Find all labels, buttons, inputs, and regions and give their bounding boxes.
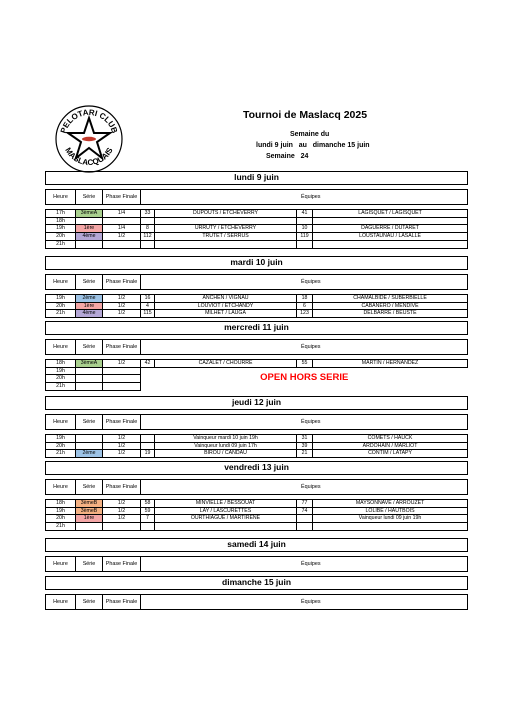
team1-number: 4 [141,302,155,310]
match-phase: 1/2 [103,360,141,368]
day-title: samedi 14 juin [46,539,468,552]
team1-number: 112 [141,233,155,241]
team2-players: ARDOHAIN / MARLIOT [313,442,468,450]
match-time: 20h [46,302,76,310]
day-title: mercredi 11 juin [46,322,468,335]
team2-number: 74 [297,507,313,515]
match-serie: 3èmeB [76,507,103,515]
match-phase: 1/4 [103,225,141,233]
team1-number: 19 [141,450,155,458]
match-serie: 3èmeB [76,500,103,508]
match-row [46,442,468,450]
match-serie [76,375,103,383]
col-equipes: Équipes [155,479,468,495]
day-schedule [45,461,467,531]
team2-players: MARTIN / HERNANDEZ [313,360,468,368]
column-header-row [46,189,468,205]
team1-number [141,523,155,531]
week-number-value: 24 [300,153,309,160]
col-blank [141,594,155,610]
match-row [46,515,468,523]
match-phase: 1/2 [103,233,141,241]
team1-players: OURTHIAGUE / MARTIRENE [155,515,297,523]
team1-number [141,435,155,443]
column-header-row [46,479,468,495]
team2-players: CABANERO / MENDIVE [313,302,468,310]
team2-number: 77 [297,500,313,508]
match-time: 21h [46,383,76,391]
match-row [46,450,468,458]
team1-number [141,442,155,450]
open-hors-serie-label: OPEN HORS SERIE [260,372,349,384]
day-schedule [45,256,467,318]
team2-players [313,217,468,225]
team1-players [155,523,297,531]
col-serie: Série [76,339,103,355]
match-time: 21h [46,523,76,531]
team1-players: LAY / LASCURETTES [155,507,297,515]
col-blank [141,556,155,572]
col-heure: Heure [46,189,76,205]
match-serie: 3èmeA [76,210,103,218]
match-phase [103,217,141,225]
match-row [46,240,468,248]
col-equipes: Équipes [155,189,468,205]
team1-number: 16 [141,295,155,303]
day-title: lundi 9 juin [46,172,468,185]
team2-number: 39 [297,442,313,450]
team2-players: MAYSONNAVE / ARROUZET [313,500,468,508]
col-blank [141,339,155,355]
week-label: Semaine du [290,131,330,138]
day-title: mardi 10 juin [46,257,468,270]
team1-number [141,217,155,225]
match-serie: 3èmeA [76,360,103,368]
match-serie: 1ère [76,302,103,310]
team2-players: DAGUERRE / DUTARET [313,225,468,233]
col-heure: Heure [46,414,76,430]
team2-players: CHAMALBIDE / SUBERBIELLE [313,295,468,303]
match-time: 18h [46,500,76,508]
match-row [46,225,468,233]
club-logo [54,104,124,174]
col-phase: Phase Finale [103,189,141,205]
day-schedule [45,576,467,610]
match-serie: 2ème [76,295,103,303]
team1-players: DUPOUTS / ETCHEVERRY [155,210,297,218]
team1-players: LOUVIOT / ETCHANDY [155,302,297,310]
team1-players: Vainqueur mardi 10 juin 19h [155,435,297,443]
team2-number: 119 [297,233,313,241]
day-schedule [45,171,467,249]
day-table [45,461,468,531]
day-table [45,396,468,458]
match-phase: 1/2 [103,515,141,523]
col-heure: Heure [46,594,76,610]
col-serie: Série [76,189,103,205]
match-row [46,210,468,218]
match-phase: 1/2 [103,310,141,318]
match-phase: 1/2 [103,450,141,458]
team1-players [155,217,297,225]
match-time: 19h [46,225,76,233]
team1-number: 115 [141,310,155,318]
team2-players: DELBARRE / BEUSTE [313,310,468,318]
col-phase: Phase Finale [103,556,141,572]
team2-players [313,240,468,248]
day-schedule [45,538,467,572]
col-blank [141,189,155,205]
match-serie: 1ère [76,515,103,523]
match-row [46,500,468,508]
match-serie: 1ère [76,225,103,233]
team2-number: 18 [297,295,313,303]
team2-number: 10 [297,225,313,233]
match-serie [76,367,103,375]
match-row [46,295,468,303]
col-serie: Série [76,594,103,610]
col-equipes: Équipes [155,274,468,290]
tournament-title: Tournoi de Maslacq 2025 [242,109,368,121]
match-row [46,507,468,515]
column-header-row [46,594,468,610]
match-row [46,360,468,368]
col-equipes: Équipes [155,556,468,572]
team2-players: Vainqueur lundi 09 juin 19h [313,515,468,523]
match-phase [103,383,141,391]
col-phase: Phase Finale [103,479,141,495]
team2-number [297,515,313,523]
match-phase [103,367,141,375]
match-time: 19h [46,295,76,303]
match-time: 21h [46,240,76,248]
match-row [46,523,468,531]
match-serie: 4ème [76,310,103,318]
match-time: 21h [46,450,76,458]
week-range: lundi 9 juin au dimanche 15 juin [256,142,370,149]
team2-number [297,217,313,225]
week-number-label: Semaine [266,153,295,160]
col-phase: Phase Finale [103,339,141,355]
col-serie: Série [76,556,103,572]
match-time: 17h [46,210,76,218]
match-phase: 1/2 [103,435,141,443]
team2-players: LOLIBE / HAUTBOIS [313,507,468,515]
match-phase: 1/2 [103,302,141,310]
team2-number: 31 [297,435,313,443]
match-time: 20h [46,515,76,523]
match-row [46,302,468,310]
day-title: dimanche 15 juin [46,577,468,590]
match-serie: 2ème [76,450,103,458]
match-row [46,233,468,241]
col-phase: Phase Finale [103,414,141,430]
team1-players: URRUTY / ETCHEVERRY [155,225,297,233]
team1-players: ANCHEN / VIGNAU [155,295,297,303]
team1-players: CAZALET / CHOURRE [155,360,297,368]
team2-number: 6 [297,302,313,310]
team1-players: Vainqueur lundi 09 juin 17h [155,442,297,450]
match-serie: 4ème [76,233,103,241]
match-time: 18h [46,360,76,368]
team2-number: 55 [297,360,313,368]
match-phase: 1/4 [103,210,141,218]
match-row [46,310,468,318]
team1-players: MINVIELLE / BESSOUAT [155,500,297,508]
open-hors-serie-cell [141,367,468,390]
col-heure: Heure [46,274,76,290]
col-blank [141,479,155,495]
col-equipes: Équipes [155,414,468,430]
team2-number: 41 [297,210,313,218]
col-heure: Heure [46,479,76,495]
match-time: 19h [46,507,76,515]
team2-number: 21 [297,450,313,458]
team1-players [155,240,297,248]
match-phase [103,523,141,531]
col-serie: Série [76,414,103,430]
match-time: 19h [46,367,76,375]
match-time: 18h [46,217,76,225]
team2-players: COMETS / HAUCK [313,435,468,443]
match-time: 21h [46,310,76,318]
match-serie [76,523,103,531]
match-phase: 1/2 [103,500,141,508]
day-table [45,321,468,391]
team1-number [141,240,155,248]
team1-players: BIROU / CANDAU [155,450,297,458]
match-serie [76,442,103,450]
match-row [46,435,468,443]
day-table [45,256,468,318]
team1-number: 33 [141,210,155,218]
team2-players: LAGISQUET / LAGISQUET [313,210,468,218]
day-title: vendredi 13 juin [46,462,468,475]
match-serie [76,383,103,391]
match-time: 19h [46,435,76,443]
column-header-row [46,556,468,572]
team1-number: 59 [141,507,155,515]
col-blank [141,414,155,430]
day-table [45,171,468,249]
svg-text:PELOTARI CLUB: PELOTARI CLUB [58,107,120,135]
col-equipes: Équipes [155,339,468,355]
team1-number: 8 [141,225,155,233]
day-table [45,576,468,610]
match-phase [103,375,141,383]
match-serie [76,240,103,248]
team1-number: 7 [141,515,155,523]
match-phase: 1/2 [103,507,141,515]
match-phase [103,240,141,248]
team2-number [297,523,313,531]
team1-players: MILHET / LAUGA [155,310,297,318]
col-serie: Série [76,274,103,290]
day-title: jeudi 12 juin [46,397,468,410]
col-equipes: Équipes [155,594,468,610]
col-serie: Série [76,479,103,495]
day-schedule [45,321,467,391]
week-number [266,153,308,160]
col-heure: Heure [46,339,76,355]
column-header-row [46,274,468,290]
day-schedule [45,396,467,458]
column-header-row [46,339,468,355]
team2-players [313,523,468,531]
team2-number: 123 [297,310,313,318]
match-phase: 1/2 [103,295,141,303]
match-serie [76,217,103,225]
team2-players: CONTIM / LATAPY [313,450,468,458]
column-header-row [46,414,468,430]
team1-number: 58 [141,500,155,508]
match-time: 20h [46,233,76,241]
match-time: 20h [46,375,76,383]
match-time: 20h [46,442,76,450]
team2-number [297,240,313,248]
team1-number: 42 [141,360,155,368]
match-row [46,217,468,225]
col-phase: Phase Finale [103,594,141,610]
col-heure: Heure [46,556,76,572]
col-blank [141,274,155,290]
match-phase: 1/2 [103,442,141,450]
team2-players: LOUSTAUNAU / LASALLE [313,233,468,241]
col-phase: Phase Finale [103,274,141,290]
match-row [46,367,468,375]
team1-players: TRUTET / SERRUS [155,233,297,241]
svg-text:MASLACQUAIS: MASLACQUAIS [63,145,115,168]
match-serie [76,435,103,443]
day-table [45,538,468,572]
